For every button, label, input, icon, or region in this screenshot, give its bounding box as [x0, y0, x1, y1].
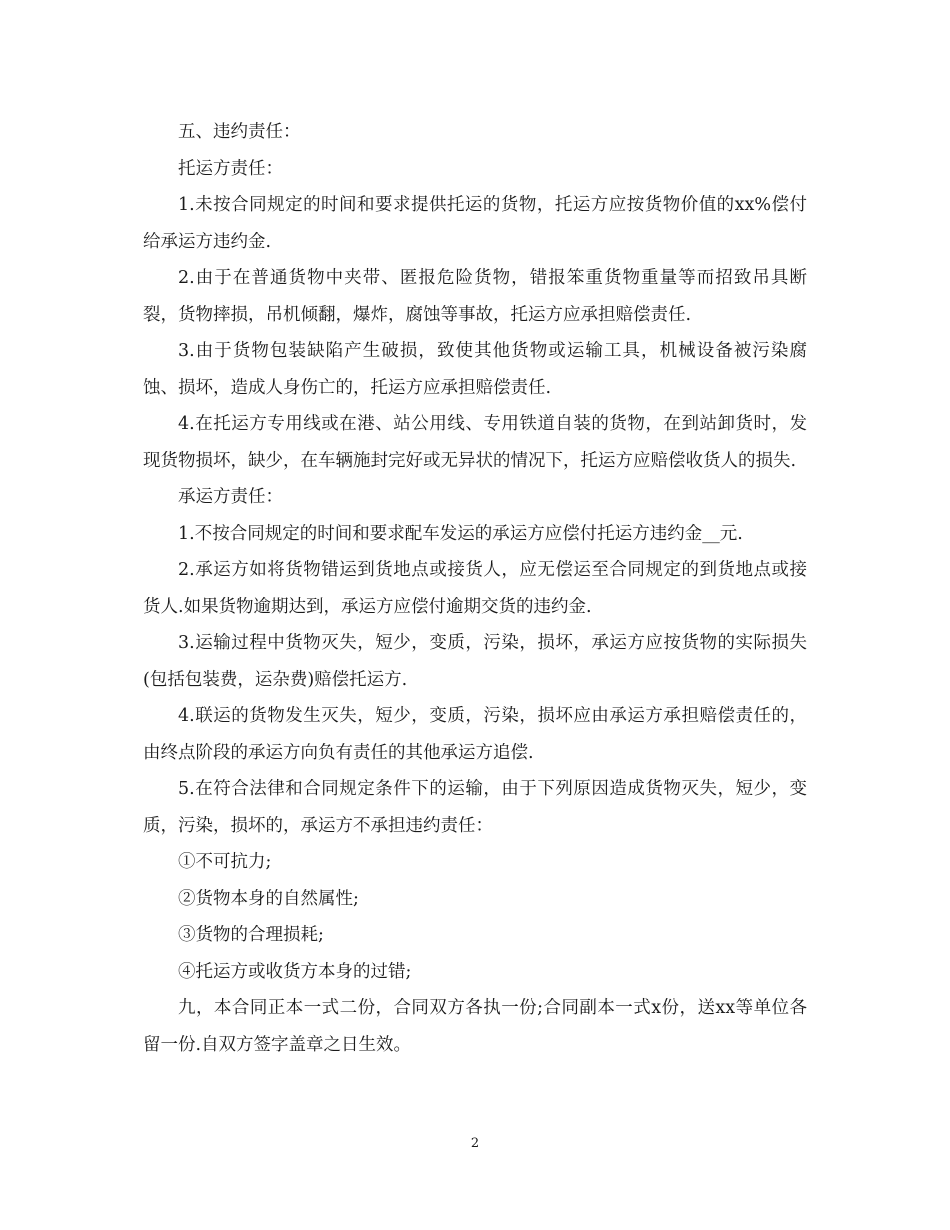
clause-carrier-3: 3.运输过程中货物灭失，短少，变质，污染，损坏，承运方应按货物的实际损失(包括包装费，运杂费)赔偿托运方.: [143, 633, 807, 690]
document-body: [143, 114, 807, 1063]
clause-carrier-4: 4.联运的货物发生灭失，短少，变质，污染，损坏应由承运方承担赔偿责任的，由终点阶段的承运方向负有责任的其他承运方追偿.: [143, 706, 807, 763]
clause-copies-effective: 九，本合同正本一式二份，合同双方各执一份;合同副本一式x份，送xx等单位各留一份.自双方签字盖章之日生效。: [143, 998, 807, 1055]
clause-shipper-2: 2.由于在普通货物中夹带、匿报危险货物，错报笨重货物重量等而招致吊具断裂，货物摔损，吊机倾翻，爆炸，腐蚀等事故，托运方应承担赔偿责任.: [143, 268, 807, 325]
exemption-item-2: ②货物本身的自然属性;: [178, 888, 359, 909]
clause-carrier-5: 5.在符合法律和合同规定条件下的运输，由于下列原因造成货物灭失，短少，变质，污染，损坏的，承运方不承担违约责任：: [143, 779, 807, 836]
subheading-carrier-liability: 承运方责任：: [178, 487, 283, 507]
clause-shipper-4: 4.在托运方专用线或在港、站公用线、专用铁道自装的货物，在到站卸货时，发现货物损坏，缺少，在车辆施封完好或无异状的情况下，托运方应赔偿收货人的损失.: [143, 414, 807, 471]
section-heading-breach: 五、违约责任：: [178, 122, 301, 142]
page-number: 2: [470, 1136, 480, 1151]
clause-shipper-1: 1.未按合同规定的时间和要求提供托运的货物，托运方应按货物价值的xx%偿付给承运方违约金.: [143, 195, 807, 252]
clause-shipper-3: 3.由于货物包装缺陷产生破损，致使其他货物或运输工具，机械设备被污染腐蚀、损坏，造成人身伤亡的，托运方应承担赔偿责任.: [143, 341, 807, 398]
exemption-item-4: ④托运方或收货方本身的过错;: [178, 961, 412, 982]
clause-carrier-2: 2.承运方如将货物错运到货地点或接货人，应无偿运至合同规定的到货地点或接货人.如果货物逾期达到，承运方应偿付逾期交货的违约金.: [143, 560, 807, 617]
clause-carrier-1: 1.不按合同规定的时间和要求配车发运的承运方应偿付托运方违约金__元.: [178, 523, 743, 544]
exemption-item-1: ①不可抗力;: [178, 852, 272, 872]
subheading-shipper-liability: 托运方责任：: [178, 158, 283, 179]
exemption-item-3: ③货物的合理损耗;: [178, 925, 324, 945]
